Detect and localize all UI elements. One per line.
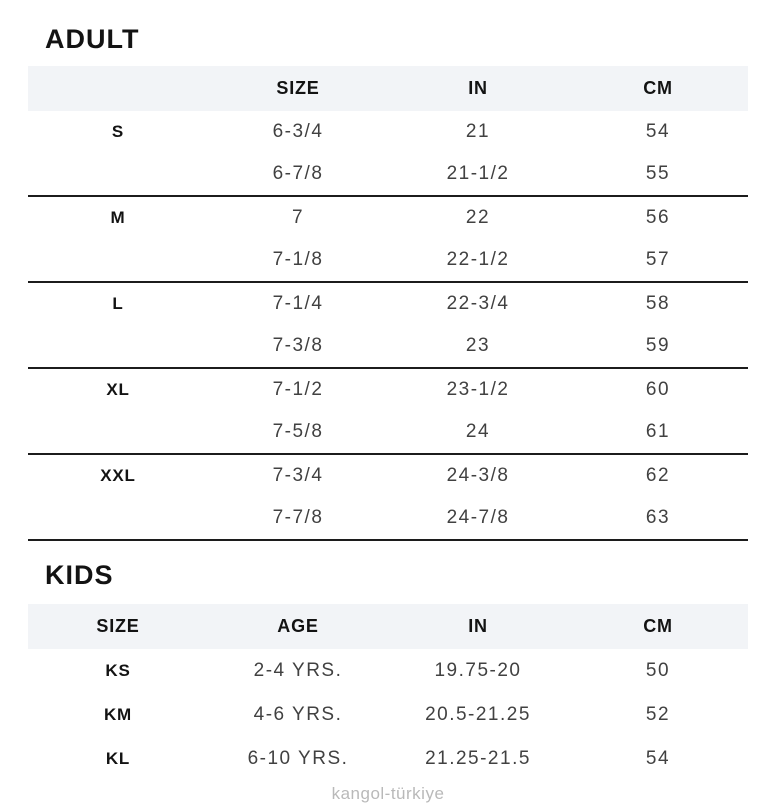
cm-cell: 57	[568, 239, 748, 282]
table-row	[28, 693, 748, 737]
hat-size-cell: 7-3/4	[272, 465, 324, 486]
inches-cell: 21	[465, 121, 491, 142]
cm-cell: 50	[645, 660, 671, 681]
size-label-cell: L	[112, 294, 124, 313]
table-row	[28, 737, 748, 781]
table-row	[28, 282, 748, 325]
cm-cell: 52	[645, 704, 671, 725]
table-row	[28, 649, 748, 693]
size-label-cell: KS	[105, 661, 131, 680]
adult-group-l	[28, 282, 748, 368]
adult-group-m	[28, 196, 748, 282]
adult-group-xxl	[28, 454, 748, 540]
column-header-blank	[28, 66, 208, 111]
hat-size-cell: 7-5/8	[208, 411, 388, 454]
table-row	[28, 239, 748, 282]
hat-size-cell: 7-1/2	[272, 379, 324, 400]
age-cell: 4-6 YRS.	[253, 704, 343, 725]
inches-cell: 24	[388, 411, 568, 454]
size-label-cell	[28, 325, 208, 368]
inches-cell: 22-1/2	[388, 239, 568, 282]
size-label-cell	[28, 411, 208, 454]
hat-size-cell: 7	[291, 207, 305, 228]
inches-cell: 24-7/8	[388, 497, 568, 540]
table-row	[28, 111, 748, 153]
inches-cell: 24-3/8	[446, 465, 510, 486]
table-row	[28, 411, 748, 454]
size-label-cell: M	[110, 208, 126, 227]
kids-section	[28, 562, 748, 781]
hat-size-cell: 6-7/8	[208, 153, 388, 196]
inches-cell: 21-1/2	[388, 153, 568, 196]
cm-cell: 62	[645, 465, 671, 486]
column-header-cm: CM	[568, 66, 748, 111]
table-row	[28, 325, 748, 368]
size-label-cell: KM	[103, 705, 133, 724]
table-row	[28, 368, 748, 411]
cm-cell: 54	[645, 748, 671, 769]
age-cell: 2-4 YRS.	[253, 660, 343, 681]
inches-cell: 21.25-21.5	[425, 748, 531, 769]
inches-cell: 23	[388, 325, 568, 368]
size-label-cell: KL	[105, 749, 131, 768]
adult-size-table	[28, 66, 748, 541]
cm-cell: 56	[645, 207, 671, 228]
cm-cell: 61	[568, 411, 748, 454]
table-row	[28, 153, 748, 196]
kids-title: KIDS	[45, 560, 114, 590]
column-header-age: AGE	[208, 604, 388, 649]
kids-table-header	[28, 604, 748, 649]
column-header-size: SIZE	[208, 66, 388, 111]
hat-size-cell: 7-1/8	[208, 239, 388, 282]
adult-section	[28, 26, 748, 541]
size-label-cell: XXL	[100, 466, 136, 485]
inches-cell: 22-3/4	[446, 293, 510, 314]
size-label-cell	[28, 153, 208, 196]
inches-cell: 20.5-21.25	[425, 704, 531, 725]
hat-size-cell: 7-1/4	[272, 293, 324, 314]
table-row	[28, 497, 748, 540]
cm-cell: 54	[645, 121, 671, 142]
size-label-cell	[28, 497, 208, 540]
column-header-in: IN	[388, 66, 568, 111]
cm-cell: 58	[645, 293, 671, 314]
column-header-cm: CM	[568, 604, 748, 649]
adult-group-xl	[28, 368, 748, 454]
inches-cell: 19.75-20	[434, 660, 522, 681]
cm-cell: 60	[645, 379, 671, 400]
kids-table-body	[28, 649, 748, 781]
hat-size-cell: 7-3/8	[208, 325, 388, 368]
size-label-cell: S	[111, 122, 125, 141]
size-label-cell	[28, 239, 208, 282]
kids-size-table	[28, 604, 748, 781]
hat-size-cell: 7-7/8	[208, 497, 388, 540]
adult-group-s	[28, 111, 748, 196]
cm-cell: 63	[568, 497, 748, 540]
age-cell: 6-10 YRS.	[247, 748, 349, 769]
cm-cell: 59	[568, 325, 748, 368]
column-header-in: IN	[388, 604, 568, 649]
size-label-cell: XL	[106, 380, 130, 399]
inches-cell: 22	[465, 207, 491, 228]
adult-table-header	[28, 66, 748, 111]
table-row	[28, 454, 748, 497]
cm-cell: 55	[568, 153, 748, 196]
column-header-size: SIZE	[28, 604, 208, 649]
table-row	[28, 196, 748, 239]
inches-cell: 23-1/2	[446, 379, 510, 400]
adult-title: ADULT	[45, 24, 140, 54]
hat-size-cell: 6-3/4	[272, 121, 324, 142]
watermark-text: kangol-türkiye	[331, 784, 445, 803]
